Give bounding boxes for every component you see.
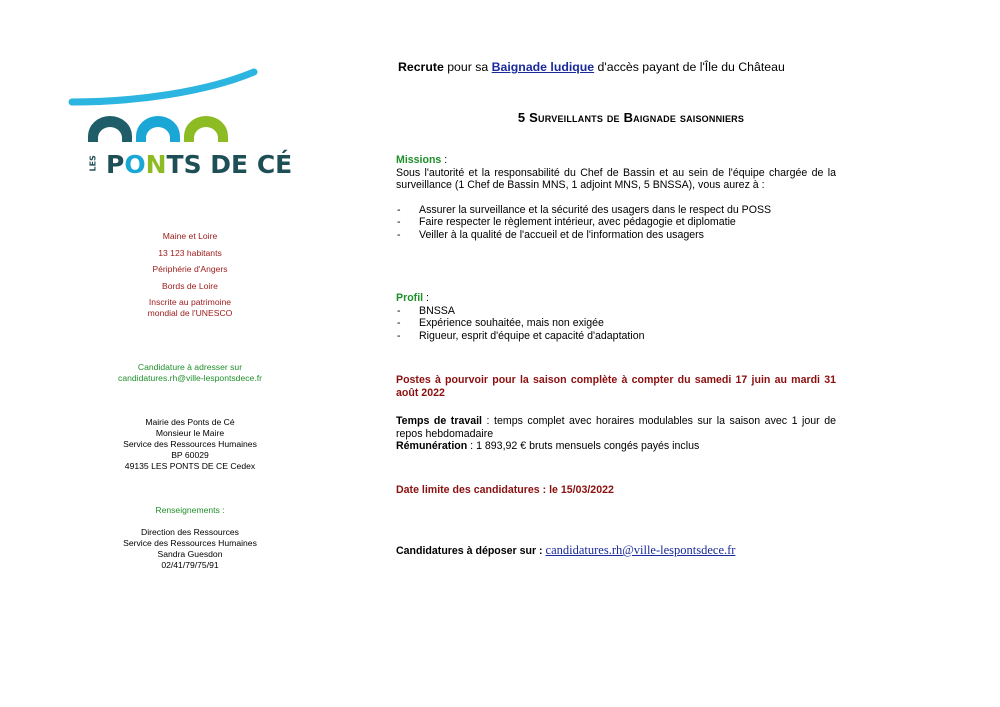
- candidature-email[interactable]: candidatures.rh@ville-lespontsdece.fr: [118, 373, 262, 383]
- fact-unesco-line1: Inscrite au patrimoine: [148, 297, 232, 307]
- candidature-label: Candidature à adresser sur: [137, 362, 243, 372]
- profil-sep: :: [423, 292, 429, 304]
- missions-intro: Sous l'autorité et la responsabilité du Chef de Bassin et au sein de l'équipe chargée de la surveillance (1 Chef de Bassin MNS, 1 adjoint MNS, 5 BNSSA), vous aurez à :: [396, 166, 836, 191]
- list-item: - BNSSA: [396, 305, 836, 318]
- renseignements-label: [80, 505, 300, 516]
- logo-letter-o: O: [124, 150, 146, 179]
- list-item: - Expérience souhaitée, mais non exigée: [396, 317, 836, 330]
- fact-loire: Bords de Loire: [162, 280, 218, 291]
- contact-phone: 02/41/79/75/91: [161, 560, 219, 570]
- profil-list: [396, 305, 836, 343]
- profil-label: Profil: [396, 292, 424, 304]
- list-item: - Rigueur, esprit d'équipe et capacité d'adaptation: [396, 330, 836, 343]
- renseignements-text: Renseignements :: [155, 505, 225, 515]
- profil-section: [396, 292, 836, 342]
- deposer-label: Candidatures à déposer sur :: [396, 545, 546, 557]
- list-item: - Assurer la surveillance et la sécurité des usagers dans le respect du POSS: [396, 204, 836, 217]
- remuneration-text: : 1 893,92 € bruts mensuels congés payés inclus: [467, 440, 700, 452]
- logo-rest: TS DE CÉ: [166, 150, 293, 179]
- missions-label: Missions: [396, 154, 442, 166]
- address-line: BP 60029: [171, 450, 209, 460]
- contact-name: Sandra Guesdon: [157, 549, 223, 559]
- logo-wordmark: [86, 150, 293, 184]
- logo-letter-n: N: [145, 150, 167, 179]
- logo-arch-1: [88, 116, 132, 142]
- sidebar-candidature: [80, 362, 300, 384]
- missions-section: [396, 154, 836, 241]
- address-line: Monsieur le Maire: [155, 428, 225, 438]
- remuneration-label: Rémunération: [396, 440, 468, 452]
- fact-department: Maine et Loire: [162, 231, 218, 241]
- temps-label: Temps de travail: [396, 415, 483, 427]
- fact-population: 13 123 habitants: [158, 247, 222, 258]
- missions-sep: :: [441, 154, 448, 166]
- deposer-line: [396, 544, 856, 558]
- address-line: 49135 LES PONTS DE CE Cedex: [124, 461, 256, 471]
- town-facts: [80, 231, 300, 319]
- fact-unesco-line2: mondial de l'UNESCO: [147, 308, 233, 318]
- recrute-line: [398, 60, 858, 74]
- date-limite: Date limite des candidatures : le 15/03/2022: [396, 484, 614, 496]
- contact-line: Direction des Ressources: [141, 527, 239, 537]
- temps-text: : temps complet avec horaires modulables sur la saison avec 1 jour de repos hebdomadaire: [396, 415, 836, 440]
- logo-letter-p: P: [106, 150, 125, 179]
- job-title: 5 Surveillants de Baignade saisonniers: [517, 110, 745, 125]
- fact-location: Périphérie d'Angers: [152, 264, 228, 274]
- logo-les: LES: [88, 155, 98, 172]
- list-item: - Faire respecter le règlement intérieur, avec pédagogie et diplomatie: [396, 216, 836, 229]
- logo-wave: [72, 72, 254, 102]
- logo-arch-3: [184, 116, 228, 142]
- missions-list: [396, 204, 836, 242]
- contact-info: [80, 527, 300, 571]
- recrute-bold: Recrute: [398, 60, 444, 74]
- logo-arch-2: [136, 116, 180, 142]
- list-item: - Veiller à la qualité de l'accueil et de l'information des usagers: [396, 229, 836, 242]
- address-line: Service des Ressources Humaines: [123, 439, 257, 449]
- fact-unesco: [80, 297, 300, 319]
- contact-line: Service des Ressources Humaines: [123, 538, 257, 548]
- mailing-address: [80, 417, 300, 472]
- baignade-ludique-link[interactable]: Baignade ludique: [491, 60, 595, 74]
- recrute-post: d'accès payant de l'Île du Château: [594, 60, 785, 74]
- postes-dates: Postes à pourvoir pour la saison complète à compter du samedi 17 juin au mardi 31 août 2022: [396, 374, 836, 399]
- candidatures-email-link[interactable]: candidatures.rh@ville-lespontsdece.fr: [545, 543, 736, 557]
- address-line: Mairie des Ponts de Cé: [145, 417, 235, 427]
- recrute-pre: pour sa: [443, 60, 492, 74]
- work-conditions: [396, 415, 836, 453]
